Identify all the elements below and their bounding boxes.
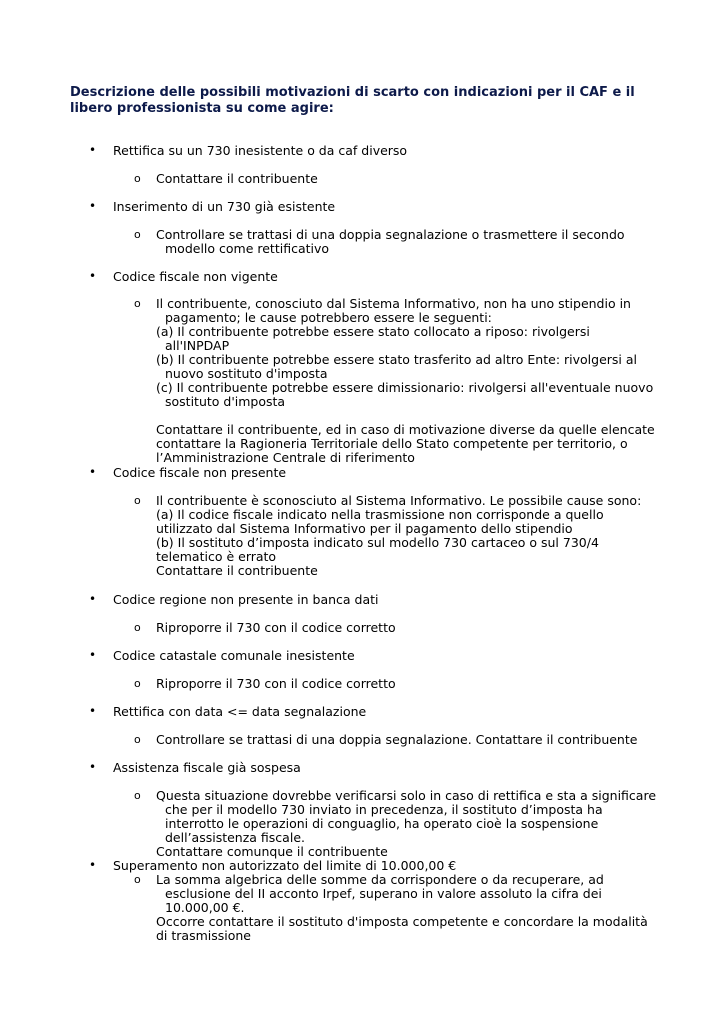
sub-list-item [134,296,656,465]
list-item-label: Inserimento di un 730 già esistente [113,199,336,214]
sub-item-text: (b) Il contribuente potrebbe essere stato trasferito ad altro Ente: rivolgersi al nuovo sostituto d'imposta [156,352,637,381]
bullet-icon: • [89,465,97,479]
bullet-icon: • [89,592,97,606]
sub-item-text: Contattare il contribuente [156,563,318,578]
bullet-icon: • [89,648,97,662]
list-item [89,592,673,607]
circle-bullet-icon: o [134,789,141,802]
sub-item-text: (a) Il codice fiscale indicato nella trasmissione non corrisponde a quello utilizzato dal Sistema Informativo per il pagamento dello stipendio [156,507,604,536]
bullet-icon: • [89,858,97,872]
bullet-icon: • [89,143,97,157]
list-item [89,269,673,284]
list-item [89,199,673,214]
list-item-label: Codice regione non presente in banca dati [113,592,379,607]
sub-item-text: Il contribuente è sconosciuto al Sistema Informativo. Le possibile cause sono: [156,493,642,508]
bullet-icon: • [89,199,97,213]
circle-bullet-icon: o [134,297,141,310]
sub-list-item [134,676,656,691]
sub-item-text: (c) Il contribuente potrebbe essere dimissionario: rivolgersi all'eventuale nuovo sostituto d'imposta [156,380,654,409]
list-item [89,465,673,480]
sub-item-text: Questa situazione dovrebbe verificarsi solo in caso di rettifica e sta a significare che per il modello 730 inviato in precedenza, il sostituto d’imposta ha interrotto le operazioni di conguaglio, ha operato cioè la sospensione dell’assistenza fiscale. [156,788,657,845]
circle-bullet-icon: o [134,873,141,886]
sub-item-text: La somma algebrica delle somme da corrispondere o da recuperare, ad esclusione del II acconto Irpef, superano in valore assoluto la cifra dei 10.000,00 €. [156,872,604,915]
list-item-label: Codice fiscale non vigente [113,269,278,284]
list-item-label: Superamento non autorizzato del limite di 10.000,00 € [113,858,457,873]
list-item [89,648,673,663]
sub-item-text: Controllare se trattasi di una doppia segnalazione. Contattare il contribuente [156,732,638,747]
list-item-label: Rettifica con data <= data segnalazione [113,704,367,719]
list-item [89,760,673,775]
sub-list-item [134,872,656,943]
sub-item-text: (b) Il sostituto d’imposta indicato sul modello 730 cartaceo o sul 730/4 telematico è errato [156,535,599,564]
bullet-icon: • [89,269,97,283]
circle-bullet-icon: o [134,621,141,634]
list-item-label: Codice fiscale non presente [113,465,287,480]
circle-bullet-icon: o [134,494,141,507]
bullet-icon: • [89,760,97,774]
document-title: Descrizione delle possibili motivazioni di scarto con indicazioni per il CAF e il libero professionista su come agire: [70,85,635,116]
sub-list-item [134,171,656,186]
sub-item-text: Il contribuente, conosciuto dal Sistema Informativo, non ha uno stipendio in pagamento; le cause potrebbero essere le seguenti: [156,296,631,325]
sub-item-text: (a) Il contribuente potrebbe essere stato collocato a riposo: rivolgersi all'INPDAP [156,324,590,353]
sub-item-text: Contattare il contribuente, ed in caso di motivazione diverse da quelle elencate contattare la Ragioneria Territoriale dello Stato competente per territorio, o l’Amministrazione Centrale di riferimento [156,422,655,465]
list-item [89,704,673,719]
list-item-label: Codice catastale comunale inesistente [113,648,355,663]
list-item [89,143,673,158]
sub-list-item [134,493,656,578]
bullet-icon: • [89,704,97,718]
list-item-label: Rettifica su un 730 inesistente o da caf diverso [113,143,408,158]
sub-list-item [134,732,656,747]
list-item [89,858,673,873]
sub-list-item [134,227,656,256]
sub-item-text: Contattare il contribuente [156,171,318,186]
sub-item-text: Riproporre il 730 con il codice corretto [156,676,396,691]
circle-bullet-icon: o [134,733,141,746]
sub-list-item [134,620,656,635]
sub-item-text: Contattare comunque il contribuente [156,844,388,859]
sub-item-text: Controllare se trattasi di una doppia segnalazione o trasmettere il secondo modello come rettificativo [156,227,625,256]
sub-list-item [134,788,657,859]
circle-bullet-icon: o [134,172,141,185]
sub-item-text: Riproporre il 730 con il codice corretto [156,620,396,635]
list-item-label: Assistenza fiscale già sospesa [113,760,301,775]
circle-bullet-icon: o [134,677,141,690]
sub-item-text: Occorre contattare il sostituto d'imposta competente e concordare la modalità di trasmissione [156,914,648,943]
circle-bullet-icon: o [134,228,141,241]
